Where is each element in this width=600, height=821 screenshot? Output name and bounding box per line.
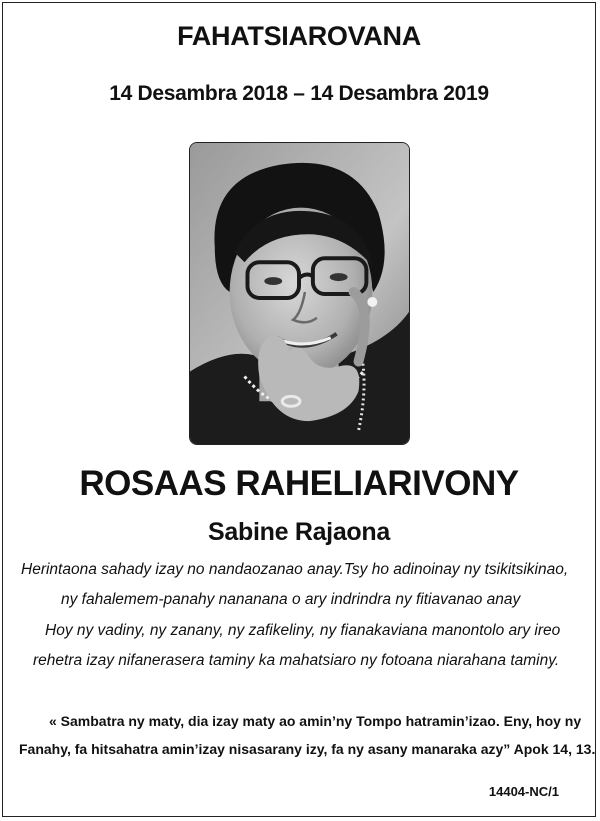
message-line: Herintaona sahady izay no nandaozanao anay.Tsy ho adinoinay ny tsikitsikinao,: [21, 561, 569, 578]
reference-code: 14404-NC/1: [488, 784, 559, 799]
memorial-notice: [2, 2, 596, 817]
deceased-subname: Sabine Rajaona: [208, 518, 390, 546]
portrait-photo: [189, 142, 410, 445]
message-line: ny fahalemem-panahy nananana o ary indrindra ny fitiavanao anay: [61, 591, 521, 608]
scripture-quote-line: « Sambatra ny maty, dia izay maty ao amin’ny Tompo hatramin’izao. Eny, hoy ny: [49, 713, 582, 729]
memorial-dates: 14 Desambra 2018 – 14 Desambra 2019: [109, 82, 489, 105]
notice-title: FAHATSIAROVANA: [177, 21, 421, 51]
deceased-name: ROSAAS RAHELIARIVONY: [79, 464, 519, 503]
scripture-quote-line: Fanahy, fa hitsahatra amin’izay nisasarany izy, fa ny asany manaraka azy” Apok 14, 13.: [19, 741, 596, 757]
message-line: Hoy ny vadiny, ny zanany, ny zafikeliny, ny fianakaviana manontolo ary ireo: [45, 622, 561, 639]
message-line: rehetra izay nifanerasera taminy ka mahatsiaro ny fotoana niarahana taminy.: [33, 652, 560, 669]
